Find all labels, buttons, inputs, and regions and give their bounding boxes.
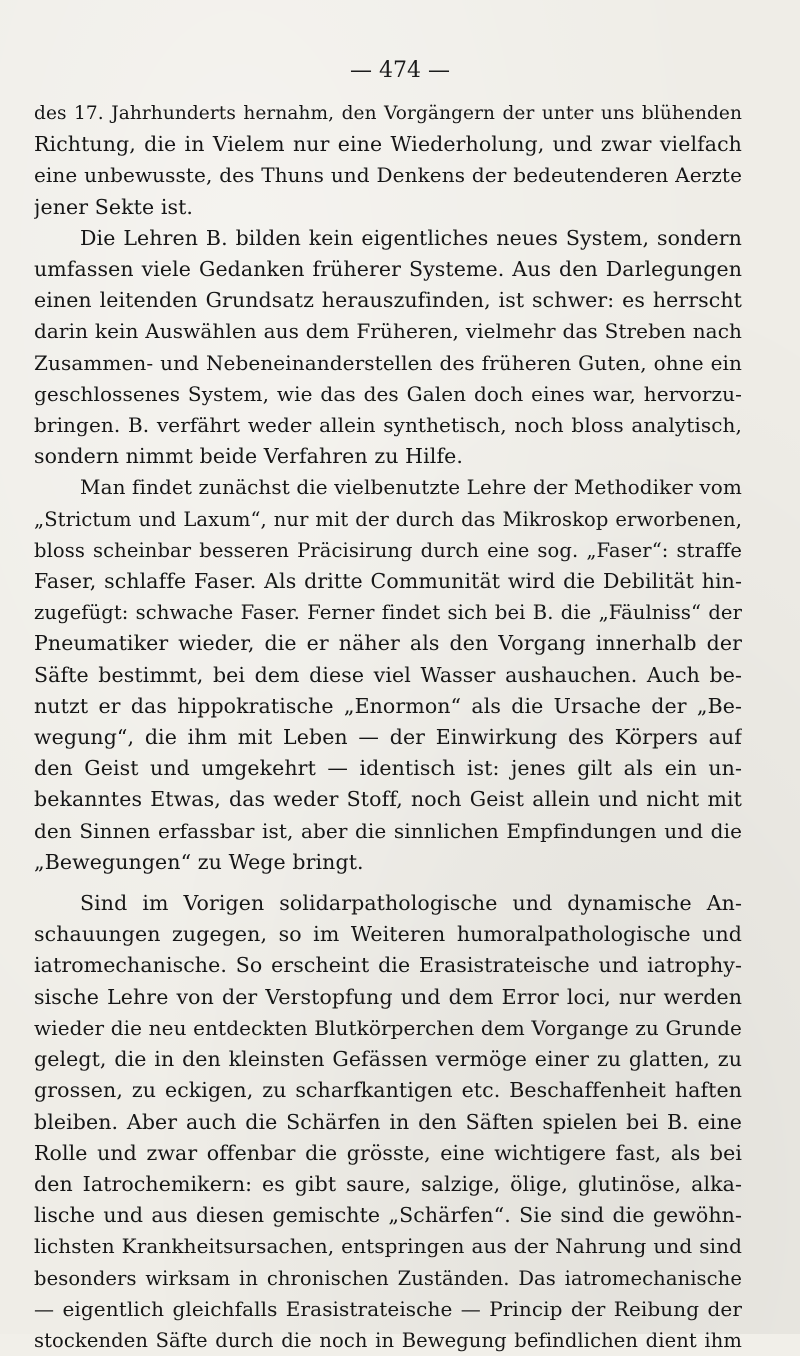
text-line: wegung“, die ihm mit Leben — der Einwirkung des Körpers auf (34, 725, 742, 750)
text-line: den Geist und umgekehrt — identisch ist: jenes gilt als ein un- (34, 756, 742, 781)
text-line: umfassen viele Gedanken früherer Systeme. Aus den Darlegungen (34, 257, 742, 282)
text-line: Die Lehren B. bilden kein eigentliches neues System, sondern (80, 225, 742, 250)
text-line: Zusammen- und Nebeneinanderstellen des früheren Guten, ohne ein (34, 350, 742, 375)
text-line: bringen. B. verfährt weder allein synthetisch, noch bloss analytisch, (34, 413, 742, 438)
text-line: einen leitenden Grundsatz herauszufinden, ist schwer: es herrscht (34, 288, 742, 313)
text-line: wieder die neu entdeckten Blutkörperchen dem Vorgange zu Grunde (34, 1015, 742, 1040)
text-line: besonders wirksam in chronischen Zuständen. Das iatromechanische (34, 1266, 742, 1290)
text-line: jener Sekte ist. (34, 194, 194, 219)
text-line: grossen, zu eckigen, zu scharfkantigen etc. Beschaffenheit haften (34, 1078, 742, 1103)
text-line: zugefügt: schwache Faser. Ferner findet sich bei B. die „Fäulniss“ der (34, 601, 742, 625)
text-line: iatromechanische. So erscheint die Erasistrateische und iatrophy- (34, 953, 742, 978)
text-line: bloss scheinbar besseren Präcisirung durch eine sog. „Faser“: straffe (34, 538, 742, 562)
text-line: lichsten Krankheitsursachen, entspringen aus der Nahrung und sind (34, 1234, 742, 1259)
text-line: Rolle und zwar offenbar die grösste, eine wichtigere fast, als bei (34, 1140, 742, 1165)
text-line: „Strictum und Laxum“, nur mit der durch das Mikroskop erworbenen, (34, 507, 742, 531)
text-line: bleiben. Aber auch die Schärfen in den Säften spielen bei B. eine (34, 1109, 742, 1134)
text-line: sondern nimmt beide Verfahren zu Hilfe. (34, 444, 463, 469)
text-line: — eigentlich gleichfalls Erasistrateische — Princip der Reibung der (34, 1296, 742, 1321)
text-line: den Iatrochemikern: es gibt saure, salzige, ölige, glutinöse, alka- (34, 1171, 742, 1196)
text-line: stockenden Säfte durch die noch in Bewegung befindlichen dient ihm (34, 1328, 742, 1352)
text-line: lische und aus diesen gemischte „Schärfen“. Sie sind die gewöhn- (34, 1203, 742, 1228)
text-line: sische Lehre von der Verstopfung und dem Error loci, nur werden (34, 984, 742, 1009)
text-line: Faser, schlaffe Faser. Als dritte Communität wird die Debilität hin- (34, 569, 742, 594)
paragraph-3 (34, 472, 742, 878)
text-line: Sind im Vorigen solidarpathologische und dynamische An- (80, 891, 742, 916)
paragraph-2 (34, 223, 742, 473)
paragraph-1 (34, 98, 742, 223)
text-line: darin kein Auswählen aus dem Früheren, vielmehr das Streben nach (34, 319, 742, 344)
text-line: Säfte bestimmt, bei dem diese viel Wasser aushauchen. Auch be- (34, 662, 742, 687)
text-line: den Sinnen erfassbar ist, aber die sinnlichen Empfindungen und die (34, 818, 742, 843)
paragraph-gap (34, 878, 742, 888)
text-line: gelegt, die in den kleinsten Gefässen vermöge einer zu glatten, zu (34, 1047, 742, 1072)
text-line: schauungen zugegen, so im Weiteren humoralpathologische und (34, 922, 742, 947)
text-line: des 17. Jahrhunderts hernahm, den Vorgängern der unter uns blühenden (34, 103, 742, 124)
page-number: — 474 — (350, 58, 450, 83)
text-line: eine unbewusste, des Thuns und Denkens der bedeutenderen Aerzte (34, 163, 742, 188)
text-line: nutzt er das hippokratische „Enormon“ als die Ursache der „Be- (34, 693, 742, 718)
body-text (34, 98, 742, 1356)
text-line: Pneumatiker wieder, die er näher als den Vorgang innerhalb der (34, 631, 742, 656)
text-line: Richtung, die in Vielem nur eine Wiederholung, und zwar vielfach (34, 132, 742, 157)
paragraph-4 (34, 888, 742, 1356)
text-line: „Bewegungen“ zu Wege bringt. (34, 849, 364, 874)
text-line: Man findet zunächst die vielbenutzte Lehre der Methodiker vom (80, 475, 742, 500)
text-line: geschlossenes System, wie das des Galen doch eines war, hervorzu- (34, 381, 742, 406)
text-line: bekanntes Etwas, das weder Stoff, noch Geist allein und nicht mit (34, 787, 742, 812)
